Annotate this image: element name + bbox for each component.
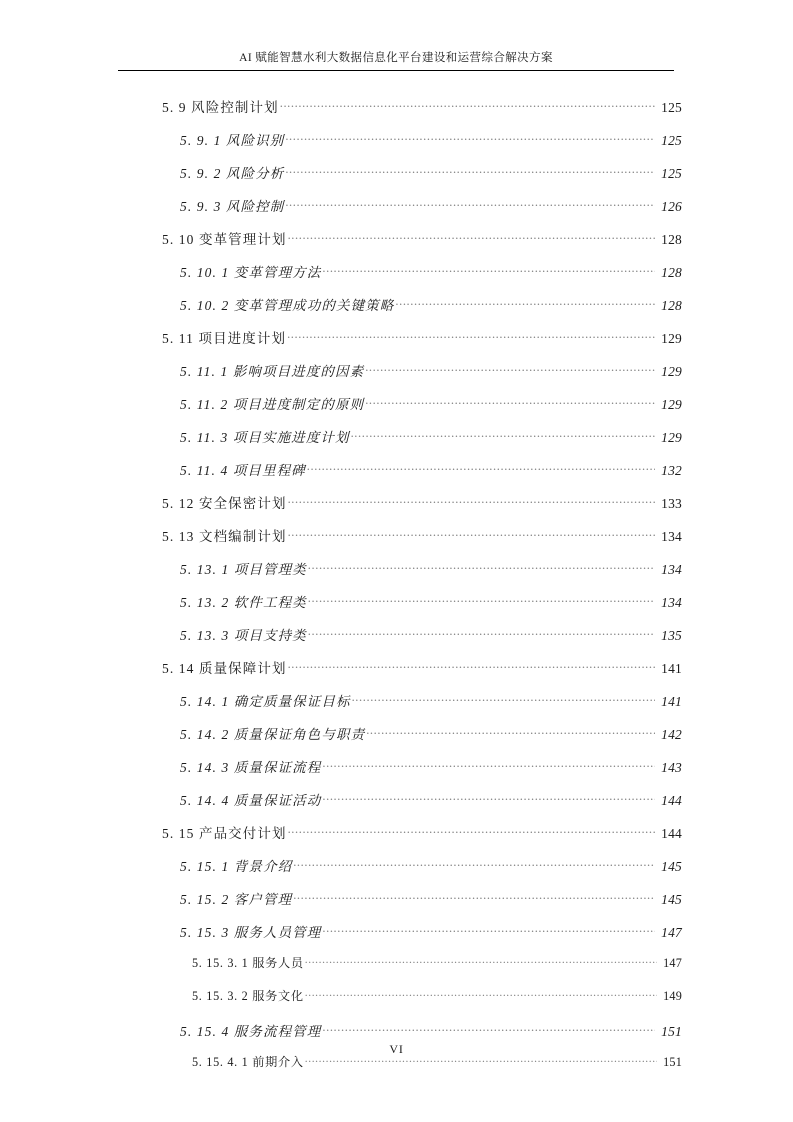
toc-dot-leader (395, 297, 655, 311)
toc-entry-page-number: 135 (661, 628, 682, 643)
toc-entry-page-number: 128 (661, 265, 682, 280)
toc-entry-page-number: 129 (661, 397, 682, 412)
toc-dot-leader (365, 396, 655, 410)
toc-entry[interactable] (0, 228, 793, 261)
toc-entry-label: 5. 14 质量保障计划 (162, 661, 287, 676)
toc-dot-leader (308, 594, 655, 608)
page-footer (0, 1040, 793, 1058)
toc-entry-label: 5. 11. 2 项目进度制定的原则 (180, 397, 365, 412)
toc-dot-leader (285, 165, 655, 179)
toc-entry-label: 5. 11. 1 影响项目进度的因素 (180, 364, 365, 379)
toc-dot-leader (293, 858, 655, 872)
toc-entry-page-number: 144 (661, 826, 682, 841)
toc-entry-label: 5. 14. 3 质量保证流程 (180, 760, 322, 775)
toc-entry[interactable] (0, 558, 793, 591)
toc-entry-label: 5. 11. 4 项目里程碑 (180, 463, 306, 478)
header-rule (118, 70, 674, 71)
toc-dot-leader (308, 627, 655, 641)
toc-entry-page-number: 125 (661, 100, 682, 115)
toc-dot-leader (288, 495, 655, 509)
table-of-contents (0, 96, 793, 1086)
toc-entry[interactable] (0, 624, 793, 657)
toc-entry-page-number: 149 (663, 989, 682, 1003)
toc-entry-page-number: 129 (661, 430, 682, 445)
toc-dot-leader (365, 363, 655, 377)
toc-entry-label: 5. 11. 3 项目实施进度计划 (180, 430, 350, 445)
toc-entry-label: 5. 15. 3. 1 服务人员 (192, 956, 304, 970)
toc-entry-page-number: 147 (663, 956, 682, 970)
toc-entry-page-number: 129 (661, 364, 682, 379)
toc-entry[interactable] (0, 525, 793, 558)
toc-dot-leader (366, 726, 655, 740)
toc-entry-label: 5. 9. 1 风险识别 (180, 133, 285, 148)
toc-entry-label: 5. 9. 2 风险分析 (180, 166, 285, 181)
toc-dot-leader (288, 231, 655, 245)
toc-entry-label: 5. 9. 3 风险控制 (180, 199, 285, 214)
toc-entry-label: 5. 10 变革管理计划 (162, 232, 287, 247)
toc-dot-leader (352, 693, 655, 707)
toc-entry-page-number: 126 (661, 199, 682, 214)
toc-entry[interactable] (0, 195, 793, 228)
toc-entry[interactable] (0, 657, 793, 690)
toc-dot-leader (288, 825, 655, 839)
toc-entry-page-number: 132 (661, 463, 682, 478)
toc-entry-page-number: 125 (661, 166, 682, 181)
toc-entry-page-number: 125 (661, 133, 682, 148)
toc-dot-leader (351, 429, 655, 443)
toc-dot-leader (322, 792, 655, 806)
toc-entry[interactable] (0, 855, 793, 888)
toc-entry[interactable] (0, 690, 793, 723)
toc-entry[interactable] (0, 294, 793, 327)
toc-entry[interactable] (0, 954, 793, 987)
toc-entry[interactable] (0, 789, 793, 822)
toc-dot-leader (285, 198, 655, 212)
toc-entry-label: 5. 14. 1 确定质量保证目标 (180, 694, 351, 709)
toc-entry[interactable] (0, 723, 793, 756)
toc-entry-page-number: 134 (661, 529, 682, 544)
toc-dot-leader (287, 330, 655, 344)
toc-entry[interactable] (0, 459, 793, 492)
toc-dot-leader (322, 924, 655, 938)
toc-entry-label: 5. 15. 1 背景介绍 (180, 859, 293, 874)
toc-entry-page-number: 147 (661, 925, 682, 940)
toc-entry[interactable] (0, 261, 793, 294)
toc-entry-page-number: 141 (661, 694, 682, 709)
toc-entry-page-number: 129 (661, 331, 682, 346)
toc-entry-page-number: 151 (663, 1055, 682, 1069)
toc-entry-label: 5. 13. 3 项目支持类 (180, 628, 307, 643)
toc-dot-leader (293, 891, 655, 905)
toc-entry-page-number: 134 (661, 562, 682, 577)
toc-dot-leader (308, 561, 655, 575)
toc-entry-page-number: 142 (661, 727, 682, 742)
toc-dot-leader (280, 99, 655, 113)
toc-entry-page-number: 134 (661, 595, 682, 610)
toc-entry[interactable] (0, 393, 793, 426)
toc-entry-page-number: 144 (661, 793, 682, 808)
toc-entry-label: 5. 13. 2 软件工程类 (180, 595, 307, 610)
toc-entry-page-number: 145 (661, 892, 682, 907)
toc-entry-label: 5. 13 文档编制计划 (162, 529, 287, 544)
footer-page-number: VI (389, 1042, 404, 1056)
toc-entry-label: 5. 15. 3 服务人员管理 (180, 925, 322, 940)
toc-entry[interactable] (0, 888, 793, 921)
toc-entry[interactable] (0, 129, 793, 162)
toc-entry[interactable] (0, 426, 793, 459)
toc-dot-leader (322, 264, 655, 278)
toc-dot-leader (307, 462, 655, 476)
toc-entry-label: 5. 15. 2 客户管理 (180, 892, 293, 907)
toc-dot-leader (305, 955, 657, 967)
toc-entry-label: 5. 10. 1 变革管理方法 (180, 265, 322, 280)
toc-entry-label: 5. 15. 4. 1 前期介入 (192, 1055, 304, 1069)
header-title: AI 赋能智慧水利大数据信息化平台建设和运营综合解决方案 (239, 52, 553, 64)
toc-entry-page-number: 143 (661, 760, 682, 775)
toc-entry[interactable] (0, 327, 793, 360)
toc-entry-page-number: 128 (661, 232, 682, 247)
toc-entry-label: 5. 15 产品交付计划 (162, 826, 287, 841)
toc-entry[interactable] (0, 360, 793, 393)
toc-entry-page-number: 151 (661, 1024, 682, 1039)
toc-entry-label: 5. 15. 4 服务流程管理 (180, 1024, 322, 1039)
toc-entry-label: 5. 9 风险控制计划 (162, 100, 279, 115)
toc-entry-label: 5. 10. 2 变革管理成功的关键策略 (180, 298, 395, 313)
toc-entry-label: 5. 13. 1 项目管理类 (180, 562, 307, 577)
toc-dot-leader (322, 759, 655, 773)
toc-entry-label: 5. 15. 3. 2 服务文化 (192, 989, 304, 1003)
toc-entry-label: 5. 14. 4 质量保证活动 (180, 793, 322, 808)
toc-dot-leader (322, 1023, 655, 1037)
toc-entry[interactable] (0, 162, 793, 195)
toc-entry[interactable] (0, 591, 793, 624)
toc-dot-leader (305, 988, 657, 1000)
toc-entry[interactable] (0, 756, 793, 789)
toc-entry[interactable] (0, 987, 793, 1020)
toc-entry-page-number: 145 (661, 859, 682, 874)
toc-entry-label: 5. 11 项目进度计划 (162, 331, 287, 346)
toc-dot-leader (288, 660, 655, 674)
toc-entry-page-number: 141 (661, 661, 682, 676)
toc-entry-label: 5. 12 安全保密计划 (162, 496, 287, 511)
toc-entry-page-number: 128 (661, 298, 682, 313)
toc-entry[interactable] (0, 921, 793, 954)
running-header (118, 50, 674, 71)
toc-entry[interactable] (0, 492, 793, 525)
toc-dot-leader (288, 528, 655, 542)
toc-dot-leader (285, 132, 655, 146)
toc-entry[interactable] (0, 822, 793, 855)
toc-entry-label: 5. 14. 2 质量保证角色与职责 (180, 727, 366, 742)
toc-entry[interactable] (0, 96, 793, 129)
toc-entry-page-number: 133 (661, 496, 682, 511)
